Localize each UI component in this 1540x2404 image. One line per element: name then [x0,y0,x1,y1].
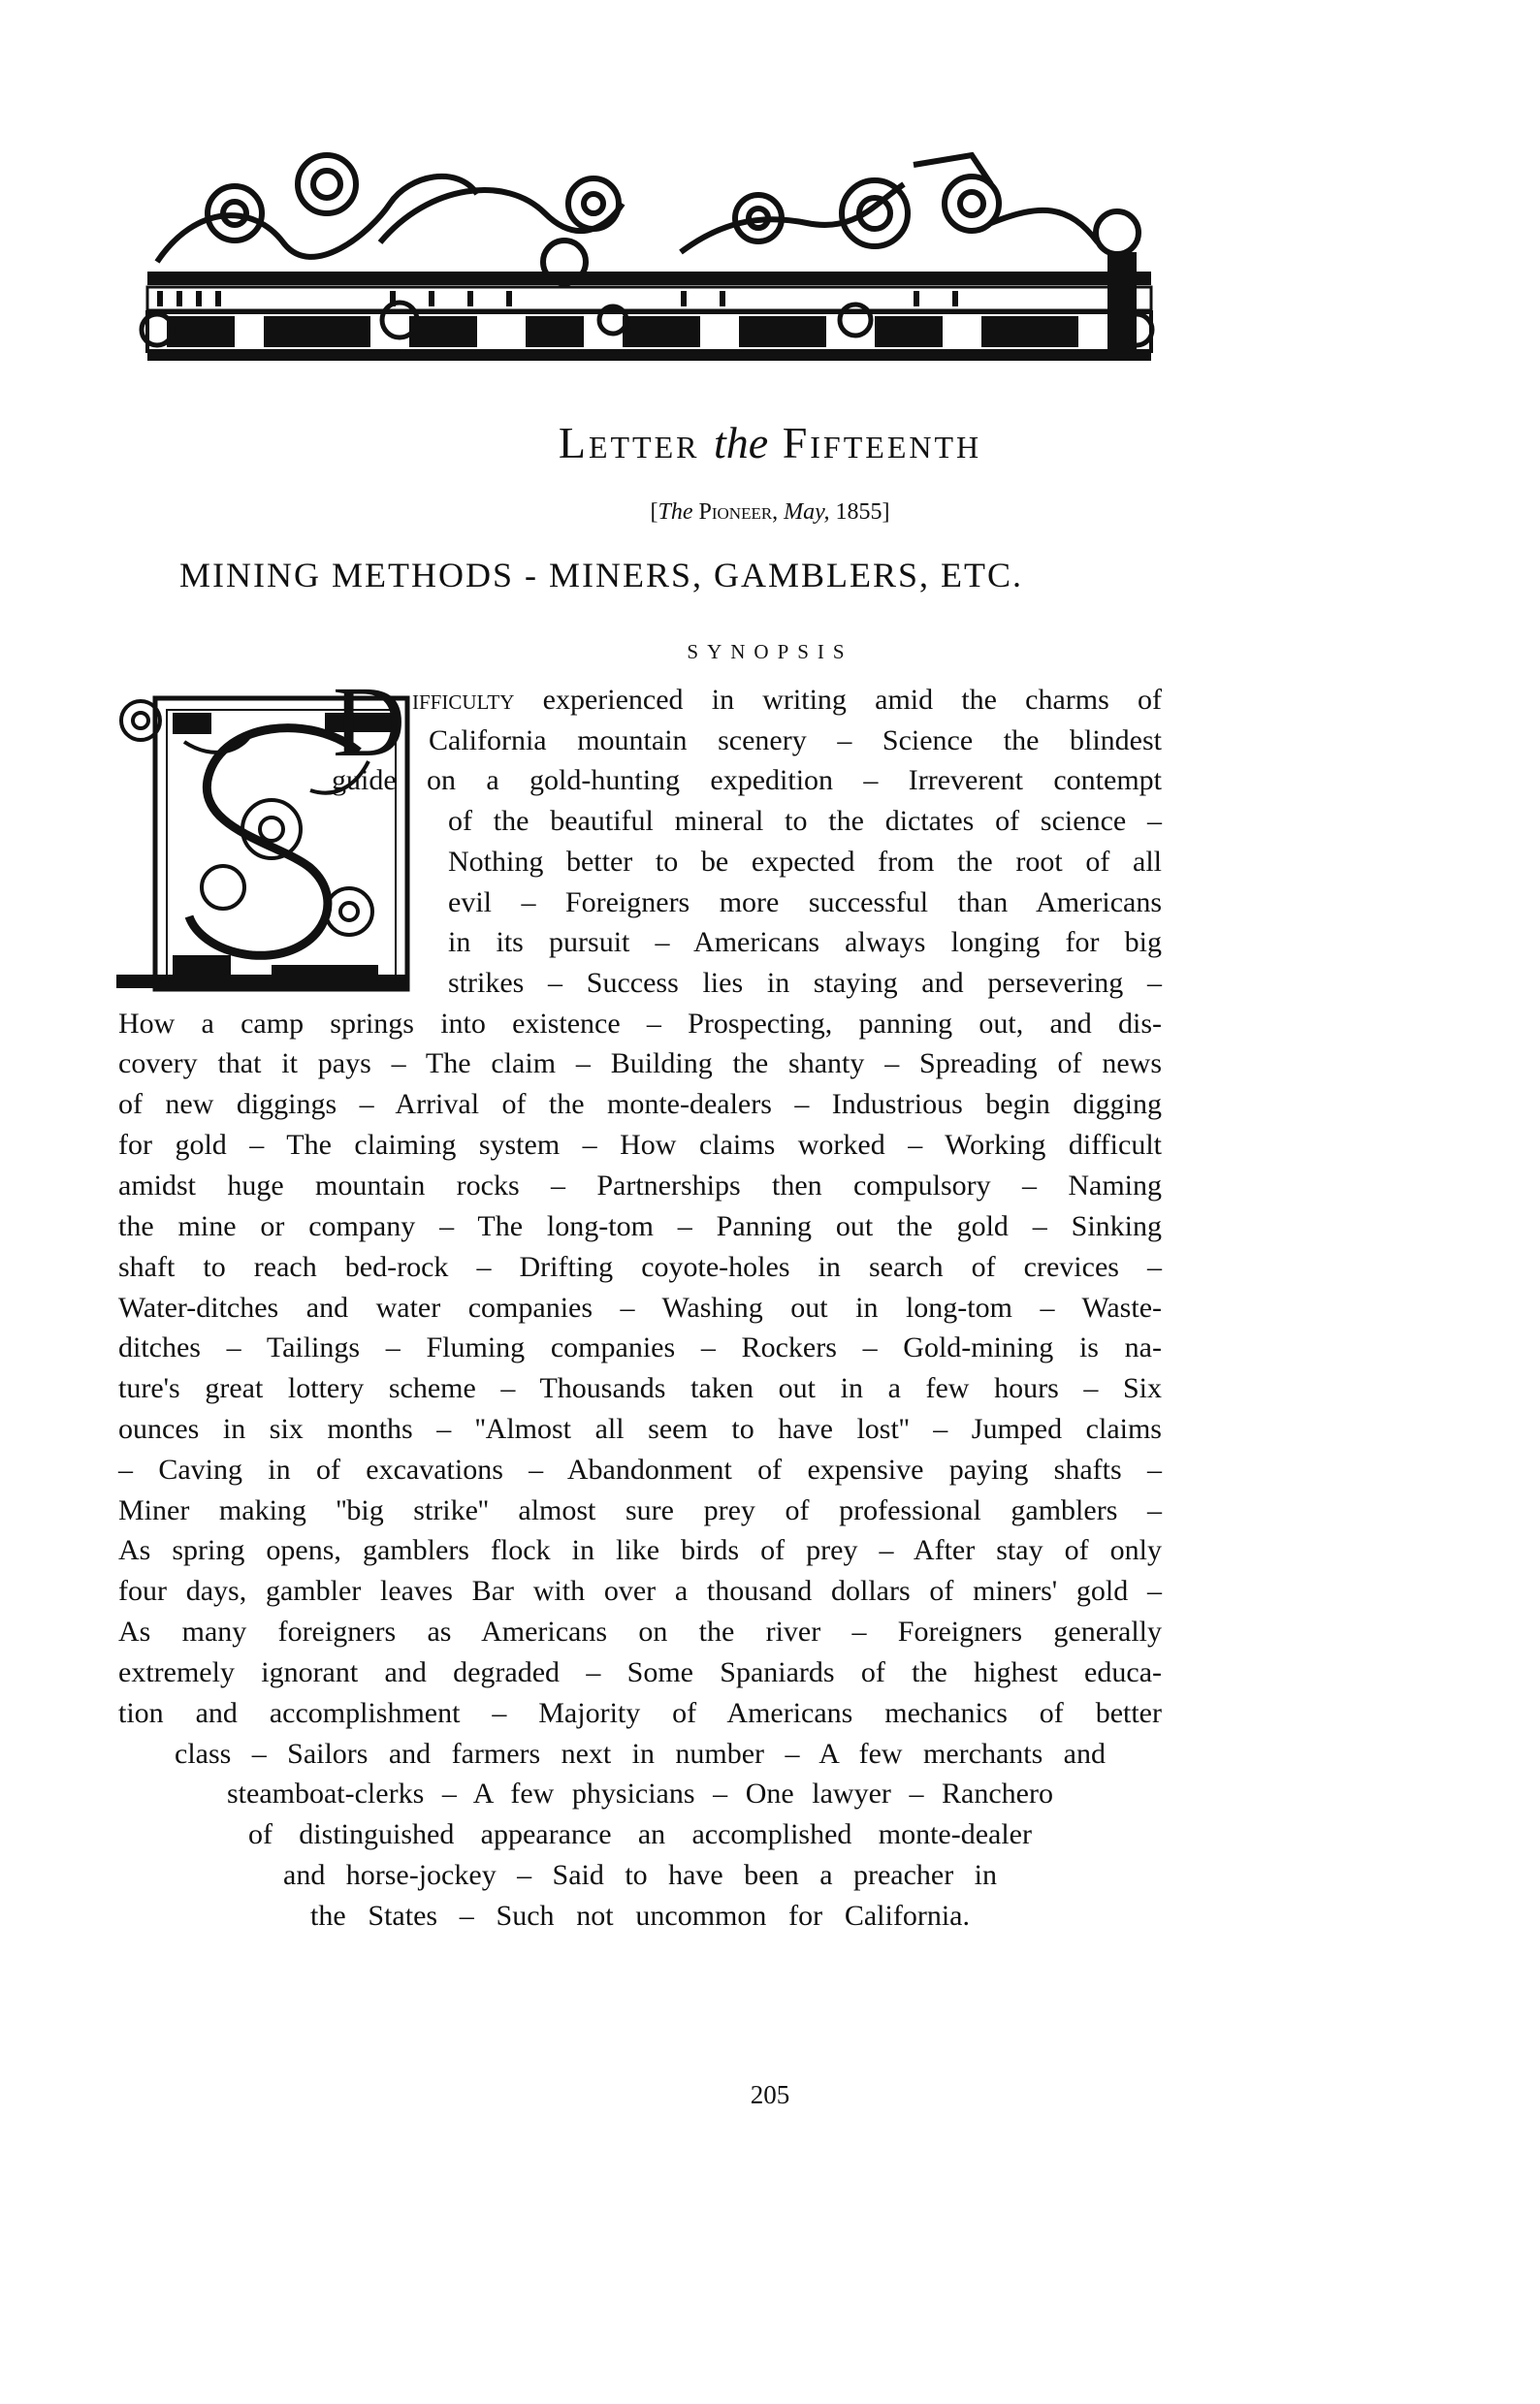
synopsis-line: of new diggings – Arrival of the monte-dealers – Industrious begin digging [118,1088,1162,1120]
synopsis-line: for gold – The claiming system – How claims worked – Working difficult [118,1129,1162,1161]
synopsis-line: How a camp springs into existence – Prospecting, panning out, and dis- [118,1008,1162,1040]
synopsis-line [412,682,1162,719]
synopsis-line: in its pursuit – Americans always longing for big [448,926,1162,958]
synopsis-line: extremely ignorant and degraded – Some Spaniards of the highest educa- [118,1656,1162,1688]
synopsis-line: amidst huge mountain rocks – Partnerships then compulsory – Naming [118,1170,1162,1202]
synopsis-line: four days, gambler leaves Bar with over a thousand dollars of miners' gold – [118,1575,1162,1607]
synopsis-line: Water-ditches and water companies – Washing out in long-tom – Waste- [118,1292,1162,1324]
title-the: the [713,418,769,467]
source-citation [0,499,1540,526]
synopsis-line: As spring opens, gamblers flock in like birds of prey – After stay of only [118,1534,1162,1566]
synopsis-line: guide on a gold-hunting expedition – Irreverent contempt [332,764,1162,796]
synopsis-line: steamboat-clerks – A few physicians – One lawyer – Ranchero [227,1778,1053,1810]
title-letter: Letter [558,418,714,467]
synopsis-line: – Caving in of excavations – Abandonment of expensive paying shafts – [118,1454,1162,1486]
synopsis-line: the mine or company – The long-tom – Panning out the gold – Sinking [118,1210,1162,1242]
synopsis-line: California mountain scenery – Science the blindest [429,724,1162,756]
synopsis-line: Nothing better to be expected from the root of all [448,846,1162,878]
synopsis-line: class – Sailors and farmers next in number – A few merchants and [175,1738,1106,1770]
synopsis-line: strikes – Success lies in staying and persevering – [448,967,1162,999]
letter-title [0,417,1540,468]
synopsis-label: SYNOPSIS [687,640,853,663]
synopsis-line: Miner making ''big strike'' almost sure prey of professional gamblers – [118,1494,1162,1526]
source-pioneer: Pioneer, [692,499,785,525]
synopsis-line: ditches – Tailings – Fluming companies – Rockers – Gold-mining is na- [118,1331,1162,1363]
chapter-heading: MINING METHODS - MINERS, GAMBLERS, ETC. [179,556,1024,594]
synopsis-line: of distinguished appearance an accomplished monte-dealer [248,1818,1032,1850]
synopsis-line: covery that it pays – The claim – Building the shanty – Spreading of news [118,1047,1162,1079]
synopsis-line: the States – Such not uncommon for California. [310,1900,970,1932]
synopsis-line: ounces in six months – ''Almost all seem to have lost'' – Jumped claims [118,1413,1162,1445]
source-the: The [658,499,693,525]
title-fifteenth: Fifteenth [768,418,982,467]
synopsis-line: of the beautiful mineral to the dictates of science – [448,805,1162,837]
source-month: May, [784,499,830,525]
synopsis-line: As many foreigners as Americans on the river – Foreigners generally [118,1616,1162,1648]
source-open-bracket: [ [650,499,658,525]
synopsis-line: shaft to reach bed-rock – Drifting coyote-holes in search of crevices – [118,1251,1162,1283]
synopsis-line: evil – Foreigners more successful than Americans [448,886,1162,918]
first-word-smallcaps: ifficulty [412,684,515,716]
synopsis-line: ture's great lottery scheme – Thousands taken out in a few hours – Six [118,1372,1162,1404]
first-line-rest: experienced in writing amid the charms of [514,684,1162,716]
synopsis-line: tion and accomplishment – Majority of Americans mechanics of better [118,1697,1162,1729]
page-number: 205 [750,2080,790,2109]
drop-cap: D [333,666,406,778]
ornamental-scroll-band-icon [138,145,1161,370]
synopsis-line: and horse-jockey – Said to have been a preacher in [283,1859,997,1891]
source-year: 1855] [829,499,890,525]
